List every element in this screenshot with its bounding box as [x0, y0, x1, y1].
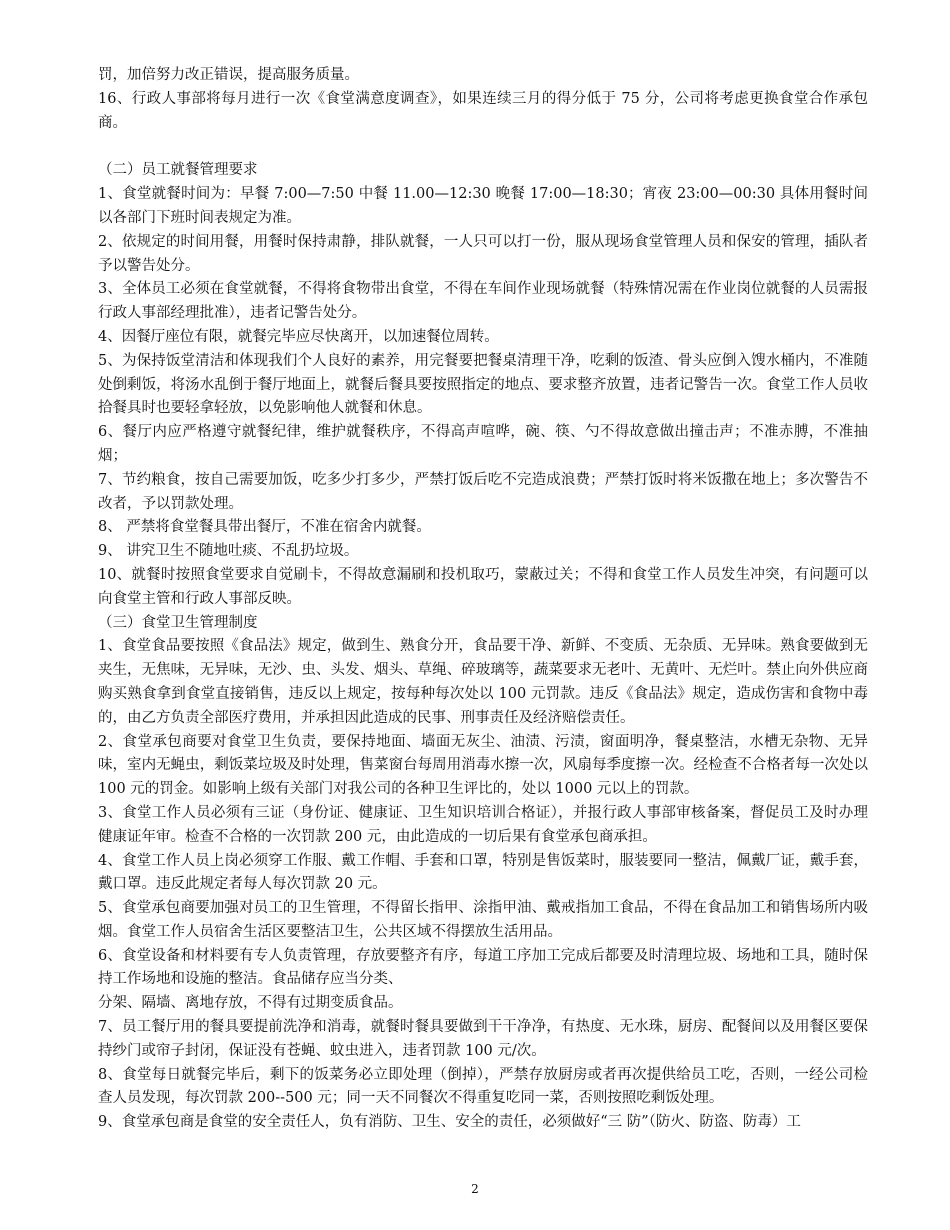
paragraph-item-16: 16、行政人事部将每月进行一次《食堂满意度调查》，如果连续三月的得分低于 75 分，公司将考虑更换食堂合作承包商。: [98, 90, 868, 131]
spacer: [98, 135, 868, 159]
meal-rule-item: 10、就餐时按照食堂要求自觉刷卡，不得故意漏刷和投机取巧，蒙蔽过关；不得和食堂工作人员发生冲突，有问题可以向食堂主管和行政人事部反映。: [98, 566, 868, 607]
hygiene-rule-item: 7、员工餐厅用的餐具要提前洗净和消毒，就餐时餐具要做到干干净净，有热度、无水珠，厨房、配餐间以及用餐区要保持纱门或帘子封闭，保证没有苍蝇、蚊虫进入，违者罚款 100 元/次。: [98, 1019, 868, 1059]
hygiene-rule-item: 9、食堂承包商是食堂的安全责任人，负有消防、卫生、安全的责任，必须做好“三 防”（防火、防盗、防毒）工: [98, 1114, 801, 1131]
section-heading-hygiene-rules: （三）食堂卫生管理制度: [98, 614, 258, 631]
hygiene-rule-item: 3、食堂工作人员必须有三证（身份证、健康证、卫生知识培训合格证），并报行政人事部审核备案，督促员工及时办理健康证年审。检查不合格的一次罚款 200 元，由此造成的一切后果有食堂承包商承担。: [98, 804, 868, 845]
section-heading-meal-rules: （二）员工就餐管理要求: [98, 162, 258, 179]
meal-rule-item: 7、节约粮食，按自己需要加饭，吃多少打多少，严禁打饭后吃不完造成浪费；严禁打饭时将米饭撒在地上；多次警告不改者，予以罚款处理。: [98, 471, 868, 512]
meal-rule-item: 4、因餐厅座位有限，就餐完毕应尽快离开，以加速餐位周转。: [98, 328, 499, 345]
meal-rule-item: 8、 严禁将食堂餐具带出餐厅，不准在宿舍内就餐。: [98, 519, 431, 536]
paragraph-continuation: 罚，加倍努力改正错误，提高服务质量。: [98, 67, 359, 83]
hygiene-rule-item: 6、食堂设备和材料要有专人负责管理，存放要整齐有序，每道工序加工完成后都要及时清理垃圾、场地和工具，随时保持工作场地和设施的整洁。食品储存应当分类、: [98, 947, 868, 988]
hygiene-rule-item: 1、食堂食品要按照《食品法》规定，做到生、熟食分开，食品要干净、新鲜、不变质、无杂质、无异味。熟食要做到无夹生，无焦味，无异味，无沙、虫、头发、烟头、草绳、碎玻璃等，蔬菜要求无老叶、无黄叶、无烂叶。禁止向外供应商购买熟食拿到食堂直接销售，违反以上规定，按每种每次处以 100 元罚款。违反《食品法》规定，造成伤害和食物中毒的，由乙方负责全部医疗费用，并承担因此造成的民事、刑事责任及经济赔偿责任。: [98, 638, 868, 726]
meal-rule-item: 6、餐厅内应严格遵守就餐纪律，维护就餐秩序，不得高声喧哗，碗、筷、勺不得故意做出撞击声；不准赤膊，不准抽烟；: [98, 424, 868, 464]
meal-rule-item: 3、全体员工必须在食堂就餐，不得将食物带出食堂，不得在车间作业现场就餐（特殊情况需在作业岗位就餐的人员需报行政人事部经理批准），违者记警告处分。: [98, 281, 868, 322]
meal-rule-item: 9、 讲究卫生不随地吐痰、不乱扔垃圾。: [98, 543, 359, 560]
hygiene-rule-item: 5、食堂承包商要加强对员工的卫生管理，不得留长指甲、涂指甲油、戴戒指加工食品，不得在食品加工和销售场所内吸烟。食堂工作人员宿舍生活区要整洁卫生，公共区域不得摆放生活用品。: [98, 900, 868, 940]
hygiene-rule-item: 8、食堂每日就餐完毕后，剩下的饭菜务必立即处理（倒掉），严禁存放厨房或者再次提供给员工吃，否则，一经公司检查人员发现，每次罚款 200--500 元；同一天不同餐次不得重复吃同一菜，否则按照吃剩饭处理。: [98, 1066, 868, 1107]
hygiene-rule-item: 4、食堂工作人员上岗必须穿工作服、戴工作帽、手套和口罩，特别是售饭菜时，服装要同一整洁，佩戴厂证，戴手套，戴口罩。违反此规定者每人每次罚款 20 元。: [98, 852, 868, 893]
meal-rule-item: 2、依规定的时间用餐，用餐时保持肃静，排队就餐，一人只可以打一份，服从现场食堂管理人员和保安的管理，插队者予以警告处分。: [98, 233, 868, 274]
meal-rule-item: 1、食堂就餐时间为：早餐 7:00—7:50 中餐 11.00—12:30 晚餐 17:00—18:30；宵夜 23:00—00:30 具体用餐时间以各部门下班时间表规定为准。: [98, 186, 868, 226]
hygiene-rule-item: 2、食堂承包商要对食堂卫生负责，要保持地面、墙面无灰尘、油渍、污渍，窗面明净，餐桌整洁，水槽无杂物、无异味，室内无蝇虫，剩饭菜垃圾及时处理，售菜窗台每周用消毒水擦一次，风扇每季度擦一次。经检查不合格者每一次处以 100 元的罚金。如影响上级有关部门对我公司的各种卫生评比的，处以 1000 元以上的罚款。: [98, 733, 868, 798]
hygiene-rule-item: 分架、隔墙、离地存放，不得有过期变质食品。: [98, 995, 403, 1012]
meal-rule-item: 5、为保持饭堂清洁和体现我们个人良好的素养，用完餐要把餐桌清理干净，吃剩的饭渣、骨头应倒入馊水桶内，不准随处倒剩饭，将汤水乱倒于餐厅地面上，就餐后餐具要按照指定的地点、要求整齐放置，违者记警告一次。食堂工作人员收拾餐具时也要轻拿轻放，以免影响他人就餐和休息。: [98, 352, 868, 417]
document-body: [98, 64, 868, 1135]
page-number: 2: [471, 1182, 479, 1196]
